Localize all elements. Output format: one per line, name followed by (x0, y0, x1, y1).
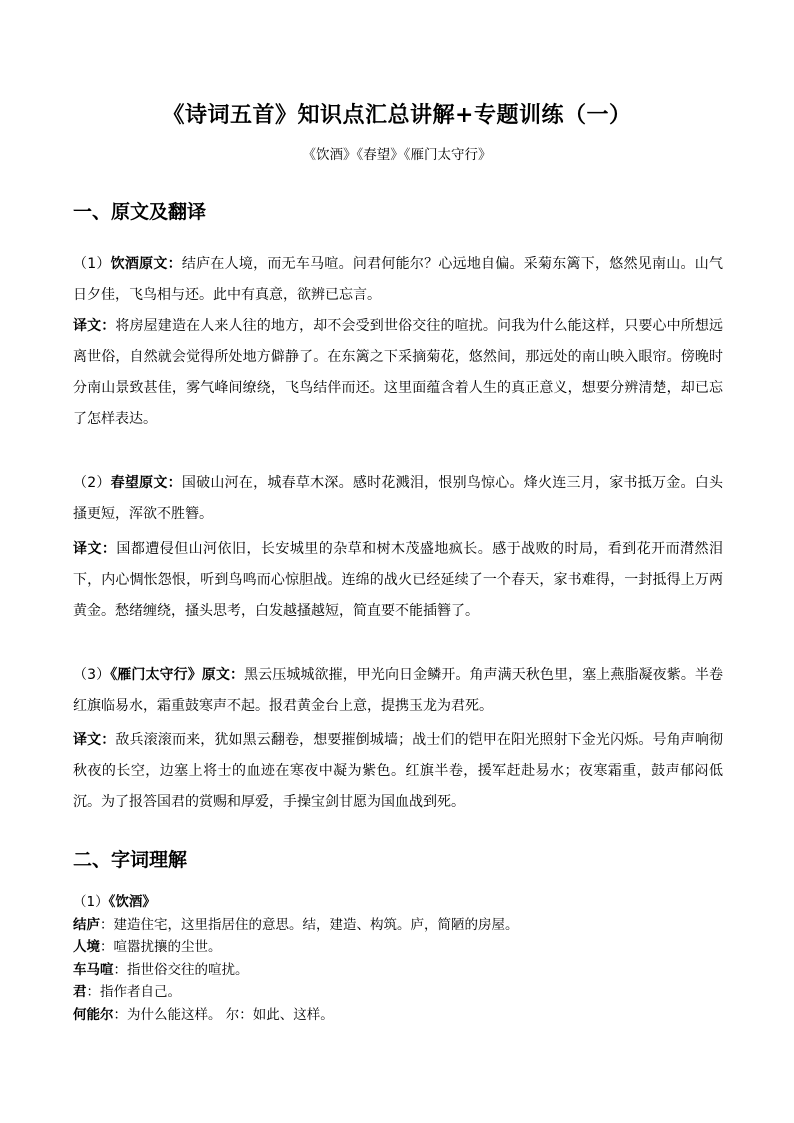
vocab-definition: ：指世俗交往的喧扰。 (113, 961, 249, 978)
vocab-definition: ：建造住宅，这里指居住的意思。结，建造、构筑。庐，简陋的房屋。 (100, 916, 519, 933)
poem-translation-1 (73, 311, 723, 435)
poem-label: 《雁门太守行》原文： (110, 667, 245, 683)
poem-original-2 (73, 468, 723, 530)
vocab-entry (73, 936, 723, 959)
vocab-definition: ：为什么能这样。 尔：如此、这样。 (113, 1006, 334, 1023)
item-number: （3） (73, 667, 111, 683)
vocab-term: 何能尔 (73, 1006, 114, 1023)
poem-translation-3 (73, 725, 723, 818)
vocab-definition: ：喧嚣扰攘的尘世。 (100, 939, 222, 955)
translation-label: 译文： (73, 732, 116, 748)
translation-text: 敌兵滚滚而来，犹如黑云翻卷，想要摧倒城墙；战士们的铠甲在阳光照射下金光闪烁。号角声响彻秋夜的长空，边塞上将士的血迹在寒夜中凝为紫色。红旗半卷，援军赶赴易水；夜寒霜重，鼓声郁闷低沉。为了报答国君的赏赐和厚爱，手操宝剑甘愿为国血战到死。 (73, 732, 724, 810)
poem-label: 饮酒原文： (110, 256, 182, 272)
translation-text: 国都遭侵但山河依旧，长安城里的杂草和树木茂盛地疯长。感于战败的时局，看到花开而潸然泪下，内心惆怅怨恨，听到鸟鸣而心惊胆战。连绵的战火已经延续了一个春天，家书难得，一封抵得上万两黄金。愁绪缠绕，搔头思考，白发越搔越短，简直要不能插簪了。 (73, 541, 724, 619)
translation-label: 译文： (73, 541, 117, 557)
vocab-term: 车马喧 (73, 961, 114, 978)
section-heading-original-translation: 一、原文及翻译 (73, 201, 207, 223)
item-number: （1） (73, 256, 111, 272)
vocab-term: 人境 (73, 939, 100, 955)
poem-text: 结庐在人境，而无车马喧。问君何能尔？心远地自偏。采菊东篱下，悠然见南山。山气日夕佳，飞鸟相与还。此中有真意，欲辨已忘言。 (73, 256, 723, 303)
item-number: （1） (73, 894, 109, 910)
vocab-entry (73, 914, 723, 937)
vocab-term: 君 (73, 984, 87, 1000)
document-title: 《诗词五首》知识点汇总讲解+专题训练（一） (162, 102, 632, 128)
vocab-subtitle: 《饮酒》 (108, 894, 156, 910)
poem-text: 国破山河在，城春草木深。感时花溅泪，恨别鸟惊心。烽火连三月，家书抵万金。白头搔更短，浑欲不胜簪。 (73, 475, 723, 522)
poem-translation-2 (73, 534, 723, 627)
vocab-entry (73, 959, 723, 982)
item-number: （2） (73, 475, 111, 491)
document-subtitle: 《饮酒》《春望》《雁门太守行》 (302, 147, 492, 163)
vocab-term: 结庐 (73, 916, 100, 933)
vocab-entry (73, 981, 723, 1004)
section-heading-word-understanding: 二、字词理解 (73, 849, 188, 871)
poem-original-3 (73, 660, 723, 722)
translation-label: 译文： (73, 318, 116, 334)
poem-text: 黑云压城城欲摧，甲光向日金鳞开。角声满天秋色里，塞上燕脂凝夜紫。半卷红旗临易水，霜重鼓寒声不起。报君黄金台上意，提携玉龙为君死。 (73, 667, 724, 714)
translation-text: 将房屋建造在人来人往的地方，却不会受到世俗交往的喧扰。问我为什么能这样，只要心中所想远离世俗，自然就会觉得所处地方僻静了。在东篱之下采摘菊花，悠然间，那远处的南山映入眼帘。傍晚时分南山景致甚佳，雾气峰间缭绕，飞鸟结伴而还。这里面蕴含着人生的真正意义，想要分辨清楚，却已忘了怎样表达。 (73, 318, 724, 427)
poem-original-1 (73, 249, 723, 311)
vocab-definition: ：指作者自己。 (86, 984, 181, 1000)
poem-label: 春望原文： (110, 475, 182, 491)
vocabulary-list (73, 891, 723, 1026)
vocab-subheading (73, 891, 723, 914)
vocab-entry (73, 1004, 723, 1027)
